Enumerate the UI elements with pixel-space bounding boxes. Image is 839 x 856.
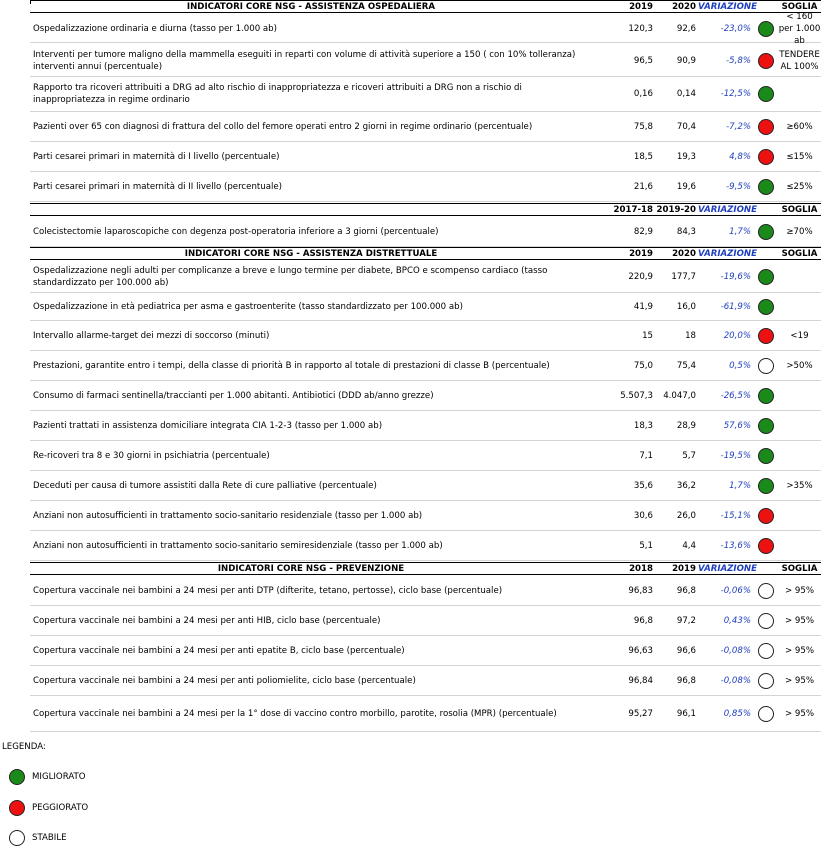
- legend-item-red: [9, 800, 88, 816]
- indicator-label: Ospedalizzazione in età pediatrica per asma e gastroenterite (tasso standardizzato per 100.000 ab): [33, 301, 463, 312]
- value-year-2: 96,6: [676, 645, 696, 656]
- status-dot-red: [758, 328, 774, 344]
- value-year-2: 18: [685, 330, 696, 341]
- status-dot-white: [758, 358, 774, 374]
- indicator-label: Rapporto tra ricoveri attribuiti a DRG ad alto rischio di inappropriatezza e ricoveri attribuiti a DRG non a rischio di inappropriatezza in regime ordinario: [33, 83, 522, 105]
- status-cell: [753, 583, 778, 599]
- threshold-value: > 95%: [784, 585, 815, 596]
- status-dot-white: [758, 706, 774, 722]
- variation-value: 57,6%: [723, 420, 751, 431]
- indicator-label: Intervallo allarme-target dei mezzi di soccorso (minuti): [33, 330, 270, 341]
- variation-value: -0,08%: [720, 645, 751, 656]
- value-year-2: 75,4: [676, 360, 696, 371]
- table-row: [30, 112, 821, 142]
- status-cell: [753, 418, 778, 434]
- column-year-2: 2019-20: [656, 204, 696, 215]
- threshold-value: > 95%: [784, 645, 815, 656]
- value-year-2: 19,6: [676, 181, 696, 192]
- value-year-2: 16,0: [676, 301, 696, 312]
- status-cell: [753, 224, 778, 240]
- threshold-value: < 160 per 1.000 ab: [778, 11, 821, 46]
- table-row: [30, 636, 821, 666]
- variation-value: 0,5%: [729, 360, 751, 371]
- variation-value: -23,0%: [720, 23, 751, 34]
- value-year-1: 96,84: [628, 675, 653, 686]
- section-title: INDICATORI CORE NSG - ASSISTENZA DISTRETTUALE: [184, 248, 438, 259]
- variation-value: 0,85%: [723, 708, 751, 719]
- variation-value: -7,2%: [726, 121, 751, 132]
- value-year-2: 28,9: [676, 420, 696, 431]
- status-cell: [753, 179, 778, 195]
- status-cell: [753, 538, 778, 554]
- threshold-value: TENDERE AL 100%: [779, 49, 820, 72]
- threshold-value: >50%: [786, 360, 813, 371]
- variation-value: 4,8%: [729, 151, 751, 162]
- variation-value: -12,5%: [720, 89, 751, 99]
- status-cell: [753, 388, 778, 404]
- legend-dot-white: [9, 830, 25, 846]
- table-row: [30, 411, 821, 441]
- table-row: [30, 606, 821, 636]
- status-dot-green: [758, 478, 774, 494]
- section-title: INDICATORI CORE NSG - ASSISTENZA OSPEDALIERA: [186, 1, 436, 12]
- table-row: [30, 321, 821, 351]
- value-year-1: 82,9: [633, 226, 653, 237]
- value-year-1: 75,8: [633, 121, 653, 132]
- value-year-2: 96,8: [676, 675, 696, 686]
- table-row: [30, 142, 821, 172]
- table-row: [30, 471, 821, 501]
- value-year-2: 90,9: [676, 55, 696, 66]
- column-threshold: SOGLIA: [781, 1, 818, 12]
- threshold-value: > 95%: [784, 615, 815, 626]
- variation-value: 20,0%: [723, 330, 751, 341]
- section-header: [30, 247, 821, 260]
- column-year-1: 2017-18: [613, 204, 653, 215]
- value-year-1: 35,6: [633, 480, 653, 491]
- status-dot-green: [758, 179, 774, 195]
- status-cell: [753, 478, 778, 494]
- indicator-label: Ospedalizzazione negli adulti per complicanze a breve e lungo termine per diabete, BPCO e scompenso cardiaco (tasso standardizzato per 100.000 ab): [33, 265, 548, 288]
- value-year-2: 5,7: [682, 450, 696, 461]
- column-threshold: SOGLIA: [781, 204, 818, 215]
- value-year-2: 92,6: [676, 23, 696, 34]
- legend-title: LEGENDA:: [2, 742, 46, 752]
- indicator-label: Consumo di farmaci sentinella/traccianti per 1.000 abitanti. Antibiotici (DDD ab/anno grezze): [33, 390, 434, 401]
- value-year-1: 5.507,3: [620, 390, 653, 401]
- value-year-1: 18,5: [633, 151, 653, 162]
- variation-value: -9,5%: [726, 181, 751, 192]
- status-dot-white: [758, 643, 774, 659]
- value-year-1: 5,1: [639, 540, 653, 551]
- section-header: [30, 203, 821, 216]
- legend-dot-red: [9, 800, 25, 816]
- value-year-1: 220,9: [628, 271, 653, 282]
- value-year-1: 41,9: [633, 301, 653, 312]
- column-year-2: 2019: [672, 563, 696, 574]
- indicator-label: Re-ricoveri tra 8 e 30 giorni in psichiatria (percentuale): [33, 450, 270, 461]
- column-year-2: 2020: [672, 248, 696, 259]
- column-variation: VARIAZIONE: [698, 563, 757, 574]
- value-year-1: 95,27: [628, 708, 653, 719]
- status-dot-red: [758, 538, 774, 554]
- indicator-label: Prestazioni, garantite entro i tempi, della classe di priorità B in rapporto al totale di prestazioni di classe B (percentuale): [33, 360, 550, 371]
- value-year-2: 97,2: [676, 615, 696, 626]
- status-dot-white: [758, 673, 774, 689]
- indicator-label: Interventi per tumore maligno della mammella eseguiti in reparti con volume di attività superiore a 150 ( con 10% tolleranza) interventi annui (percentuale): [33, 49, 576, 72]
- table-row: [30, 441, 821, 471]
- indicator-label: Pazienti over 65 con diagnosi di frattura del collo del femore operati entro 2 giorni in regime ordinario (percentuale): [33, 121, 533, 132]
- table-row: [30, 45, 821, 77]
- table-row: [30, 77, 821, 112]
- value-year-1: 120,3: [628, 23, 653, 34]
- variation-value: 1,7%: [729, 226, 751, 237]
- value-year-1: 96,63: [628, 645, 653, 656]
- legend-label: PEGGIORATO: [32, 803, 89, 813]
- threshold-value: <19: [790, 330, 809, 341]
- value-year-2: 177,7: [671, 271, 696, 282]
- legend-dot-green: [9, 769, 25, 785]
- threshold-value: ≥70%: [786, 226, 813, 237]
- table-row: [30, 501, 821, 531]
- status-dot-green: [758, 224, 774, 240]
- status-cell: [753, 86, 778, 102]
- table-row: [30, 531, 821, 561]
- table-row: [30, 576, 821, 606]
- section-header: [30, 562, 821, 575]
- column-threshold: SOGLIA: [781, 248, 818, 259]
- status-cell: [753, 21, 778, 37]
- indicator-label: Anziani non autosufficienti in trattamento socio-sanitario residenziale (tasso per 1.000 ab): [33, 510, 423, 521]
- variation-value: -13,6%: [720, 540, 751, 551]
- value-year-2: 70,4: [676, 121, 696, 132]
- status-cell: [753, 706, 778, 722]
- status-cell: [753, 269, 778, 285]
- status-cell: [753, 448, 778, 464]
- column-year-1: 2019: [629, 1, 653, 12]
- variation-value: -61,9%: [720, 301, 751, 312]
- indicator-label: Pazienti trattati in assistenza domiciliare integrata CIA 1-2-3 (tasso per 1.000 ab): [33, 420, 383, 431]
- value-year-1: 7,1: [639, 450, 653, 461]
- value-year-2: 4.047,0: [663, 390, 696, 401]
- column-year-1: 2019: [629, 248, 653, 259]
- indicator-label: Copertura vaccinale nei bambini a 24 mesi per anti HIB, ciclo base (percentuale): [33, 615, 381, 626]
- section-header: [30, 0, 821, 13]
- status-cell: [753, 358, 778, 374]
- status-cell: [753, 613, 778, 629]
- status-dot-green: [758, 269, 774, 285]
- status-cell: [753, 328, 778, 344]
- indicator-label: Copertura vaccinale nei bambini a 24 mesi per la 1° dose di vaccino contro morbillo, parotite, rosolia (MPR) (percentuale): [33, 708, 557, 719]
- value-year-2: 96,8: [676, 585, 696, 596]
- value-year-2: 84,3: [676, 226, 696, 237]
- legend-label: MIGLIORATO: [32, 772, 86, 782]
- status-cell: [753, 53, 778, 69]
- threshold-value: ≤15%: [786, 151, 813, 162]
- status-dot-red: [758, 508, 774, 524]
- table-row: [30, 172, 821, 202]
- status-dot-white: [758, 583, 774, 599]
- value-year-1: 75,0: [633, 360, 653, 371]
- threshold-value: > 95%: [784, 708, 815, 719]
- value-year-2: 36,2: [676, 480, 696, 491]
- value-year-2: 96,1: [676, 708, 696, 719]
- indicator-label: Parti cesarei primari in maternità di II livello (percentuale): [33, 181, 282, 192]
- status-cell: [753, 673, 778, 689]
- threshold-value: >35%: [786, 480, 813, 491]
- status-dot-green: [758, 448, 774, 464]
- section-title: INDICATORI CORE NSG - PREVENZIONE: [217, 563, 405, 574]
- table-row: [30, 666, 821, 696]
- table-row: [30, 696, 821, 732]
- threshold-value: ≥60%: [786, 121, 813, 132]
- value-year-2: 0,14: [676, 89, 696, 99]
- status-dot-white: [758, 613, 774, 629]
- column-year-2: 2020: [672, 1, 696, 12]
- status-dot-green: [758, 21, 774, 37]
- column-threshold: SOGLIA: [781, 563, 818, 574]
- value-year-1: 21,6: [633, 181, 653, 192]
- value-year-2: 19,3: [676, 151, 696, 162]
- status-dot-red: [758, 53, 774, 69]
- value-year-1: 30,6: [633, 510, 653, 521]
- indicator-label: Parti cesarei primari in maternità di I livello (percentuale): [33, 151, 280, 162]
- status-cell: [753, 149, 778, 165]
- table-row: [30, 261, 821, 293]
- value-year-1: 96,83: [628, 585, 653, 596]
- variation-value: -0,08%: [720, 675, 751, 686]
- table-row: [30, 351, 821, 381]
- column-variation: VARIAZIONE: [698, 204, 757, 215]
- column-variation: VARIAZIONE: [698, 248, 757, 259]
- status-dot-green: [758, 388, 774, 404]
- indicator-label: Copertura vaccinale nei bambini a 24 mesi per anti epatite B, ciclo base (percentuale): [33, 645, 405, 656]
- legend-item-white: [9, 830, 67, 846]
- threshold-value: ≤25%: [786, 181, 813, 192]
- status-cell: [753, 119, 778, 135]
- table-row: [30, 217, 821, 247]
- status-dot-green: [758, 86, 774, 102]
- status-cell: [753, 508, 778, 524]
- variation-value: -19,5%: [720, 450, 751, 461]
- value-year-1: 96,8: [633, 615, 653, 626]
- indicator-label: Copertura vaccinale nei bambini a 24 mesi per anti DTP (difterite, tetano, pertosse), ciclo base (percentuale): [33, 585, 503, 596]
- indicator-label: Anziani non autosufficienti in trattamento socio-sanitario semiresidenziale (tasso per 1.000 ab): [33, 540, 443, 551]
- indicator-label: Colecistectomie laparoscopiche con degenza post-operatoria inferiore a 3 giorni (percentuale): [33, 226, 439, 237]
- variation-value: -26,5%: [720, 390, 751, 401]
- column-variation: VARIAZIONE: [698, 1, 757, 12]
- variation-value: 0,43%: [723, 615, 751, 626]
- value-year-1: 0,16: [633, 89, 653, 99]
- legend-item-green: [9, 769, 86, 785]
- status-dot-red: [758, 119, 774, 135]
- value-year-1: 18,3: [633, 420, 653, 431]
- variation-value: -0,06%: [720, 585, 751, 596]
- table-row: [30, 381, 821, 411]
- variation-value: -5,8%: [726, 55, 751, 66]
- status-cell: [753, 643, 778, 659]
- value-year-2: 26,0: [676, 510, 696, 521]
- table-row: [30, 293, 821, 321]
- variation-value: 1,7%: [729, 480, 751, 491]
- indicator-label: Copertura vaccinale nei bambini a 24 mesi per anti poliomielite, ciclo base (percentuale): [33, 675, 416, 686]
- value-year-2: 4,4: [682, 540, 696, 551]
- status-dot-green: [758, 299, 774, 315]
- column-year-1: 2018: [629, 563, 653, 574]
- status-cell: [753, 299, 778, 315]
- status-dot-green: [758, 418, 774, 434]
- table-row: [30, 11, 821, 46]
- variation-value: -15,1%: [720, 510, 751, 521]
- indicator-label: Deceduti per causa di tumore assistiti dalla Rete di cure palliative (percentuale): [33, 480, 377, 491]
- indicator-label: Ospedalizzazione ordinaria e diurna (tasso per 1.000 ab): [33, 23, 277, 34]
- status-dot-red: [758, 149, 774, 165]
- legend-label: STABILE: [32, 833, 67, 843]
- variation-value: -19,6%: [720, 271, 751, 282]
- value-year-1: 96,5: [633, 55, 653, 66]
- value-year-1: 15: [642, 330, 653, 341]
- threshold-value: > 95%: [784, 675, 815, 686]
